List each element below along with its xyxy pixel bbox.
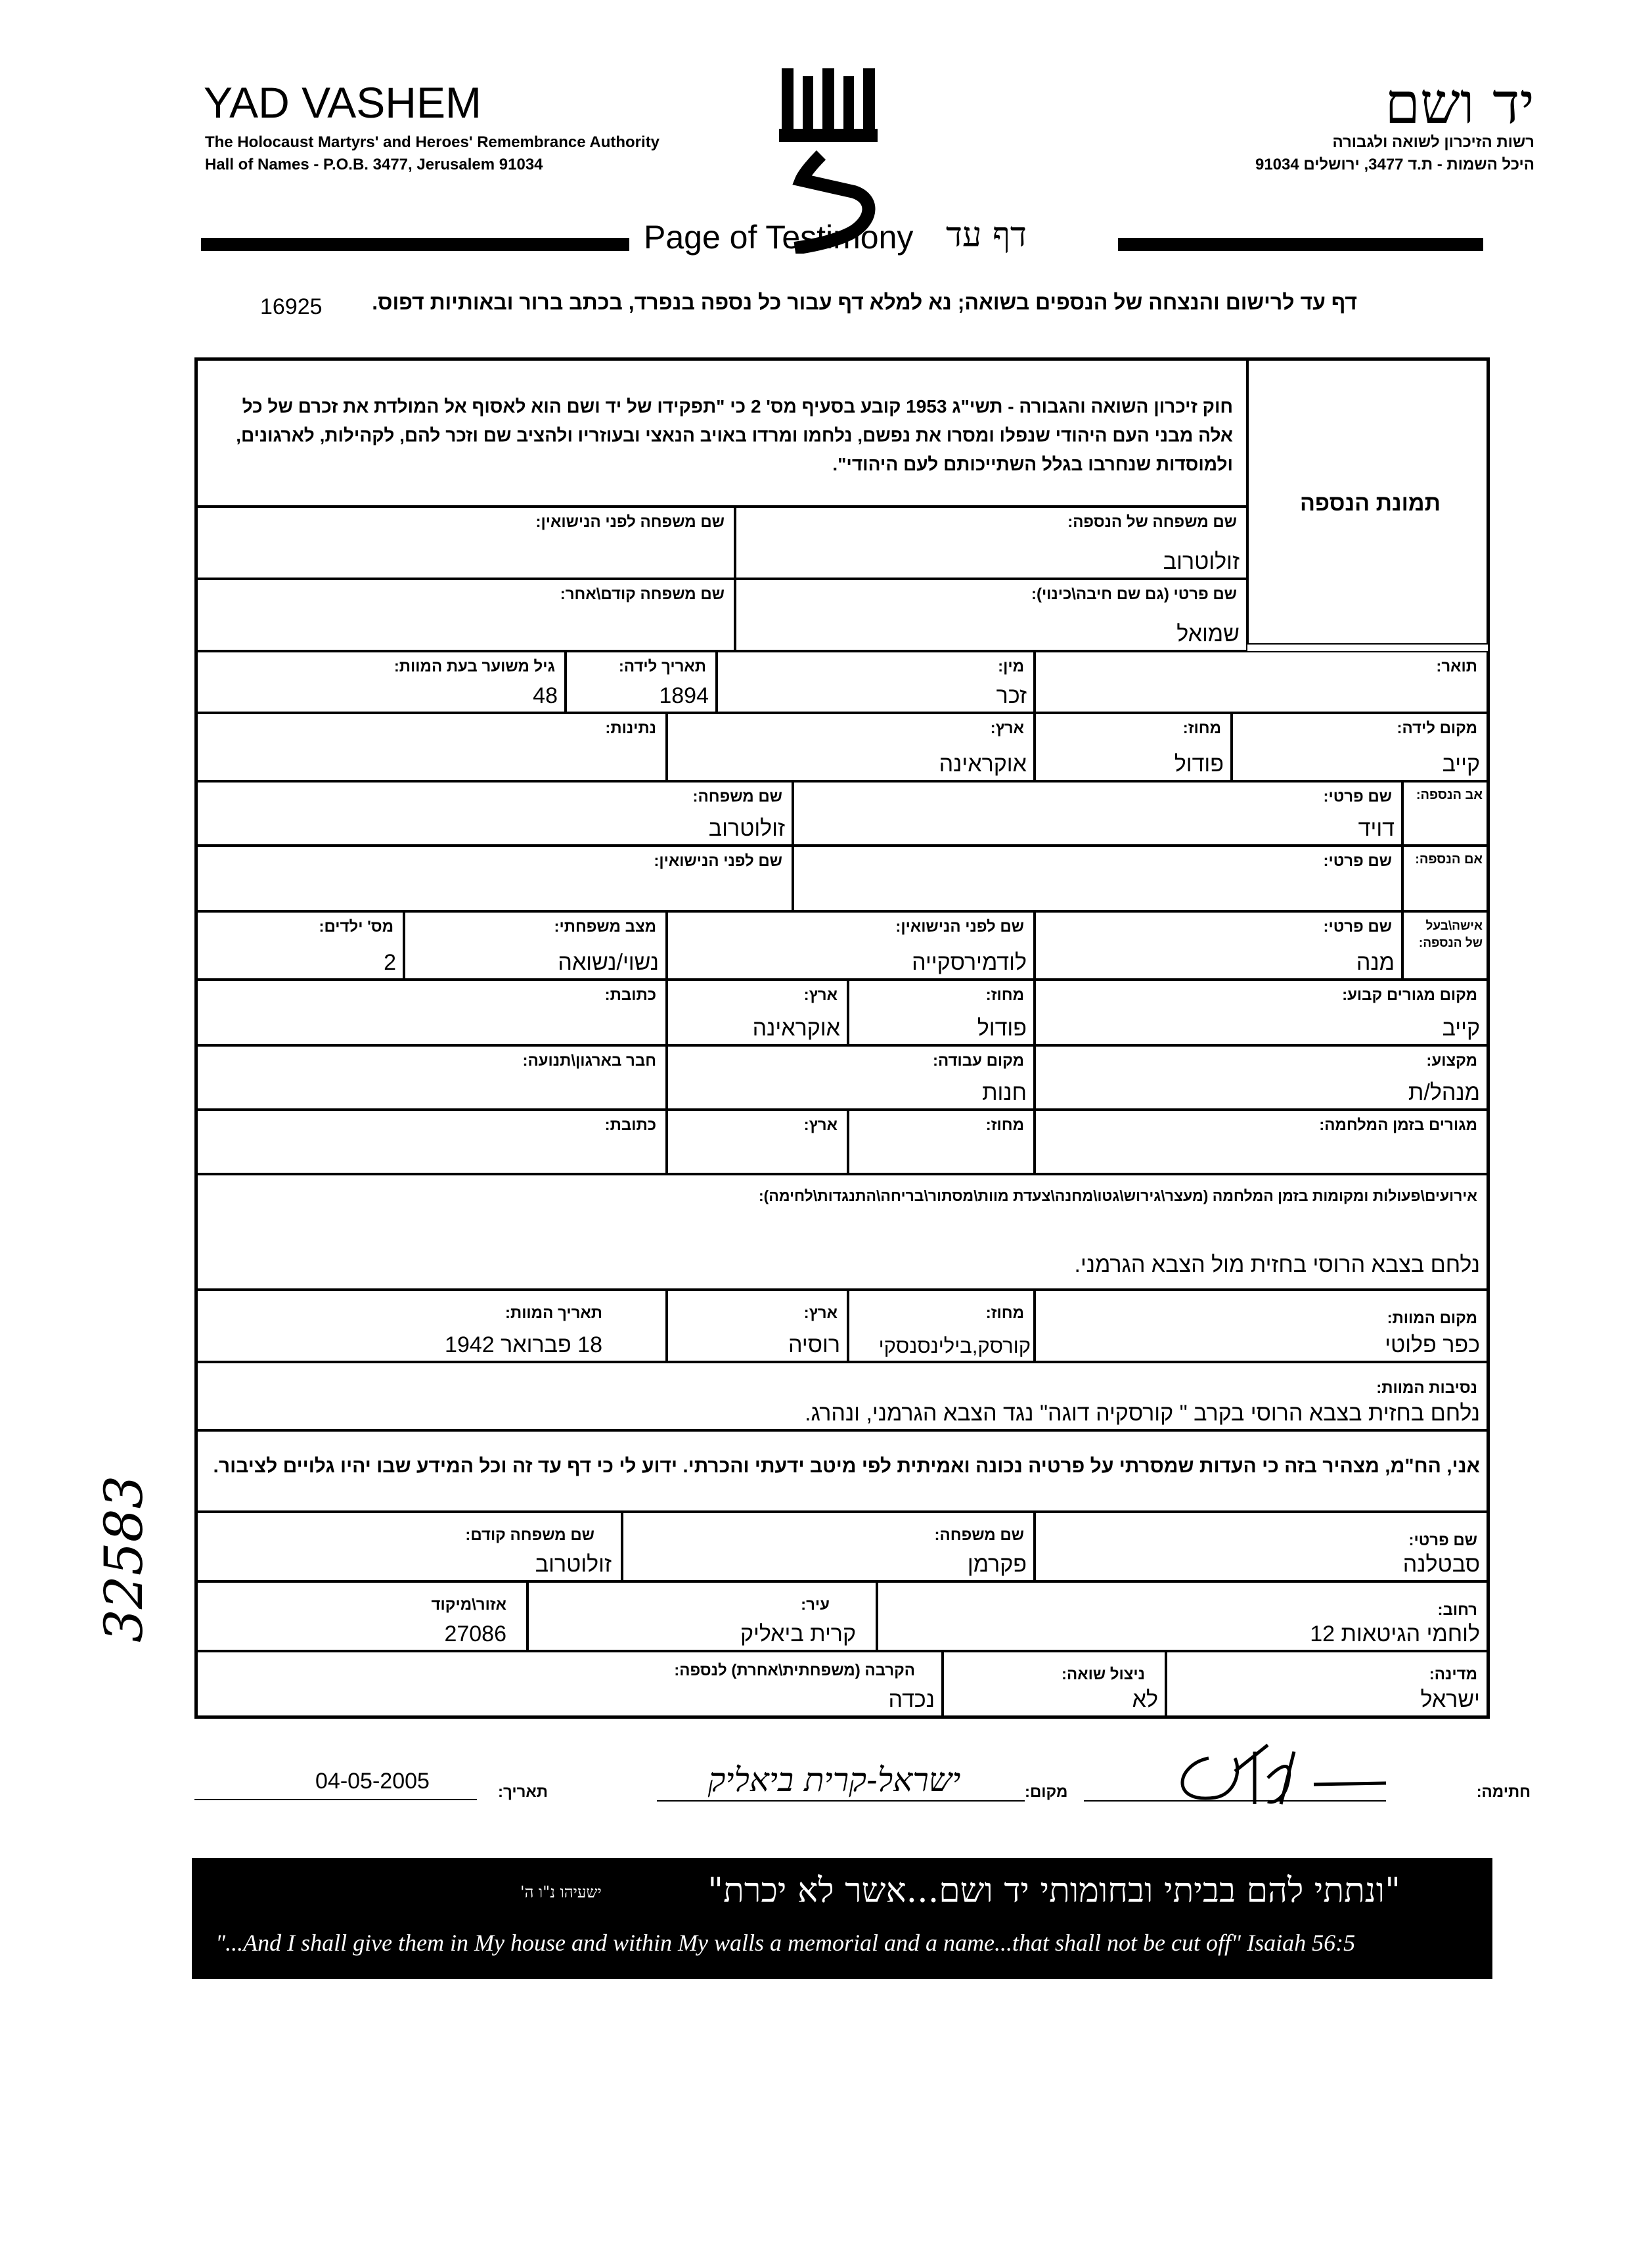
res-address-cell[interactable] bbox=[196, 980, 667, 1045]
title-label: תואר: bbox=[1436, 658, 1477, 675]
death-country-label: ארץ: bbox=[803, 1304, 838, 1322]
banner-hebrew-quote: "ונתתי להם בביתי ובחומותי יד ושם...אשר לא יכרת" bbox=[707, 1871, 1400, 1911]
profession-cell[interactable] bbox=[1035, 1045, 1488, 1110]
birth-country-cell[interactable] bbox=[667, 713, 1035, 781]
declaration-text: אני, הח"מ, מצהיר בזה כי העדות שמסרתי על פרטיה נכונה ואמיתית לפי מיטב ידעתי והכרתי. ידוע לי כי דף עד זה וכל המידע שבו יהיו גלויים לציבור. bbox=[213, 1455, 1480, 1477]
children-label: מס' ילדים: bbox=[319, 918, 393, 936]
gender-cell[interactable] bbox=[717, 651, 1035, 713]
street-label: רחוב: bbox=[1437, 1601, 1477, 1619]
org-member-cell[interactable] bbox=[196, 1045, 667, 1110]
profession-value: מנהל/ת bbox=[1408, 1080, 1480, 1105]
war-residence-label: מגורים בזמן המלחמה: bbox=[1319, 1116, 1477, 1134]
date-line[interactable] bbox=[194, 1799, 477, 1800]
marital-label: מצב משפחתי: bbox=[554, 918, 656, 936]
father-first-label: שם פרטי: bbox=[1323, 788, 1392, 805]
death-country-value: רוסיה bbox=[788, 1332, 840, 1357]
victim-surname-label: שם משפחה של הנספה: bbox=[1067, 513, 1237, 531]
spouse-maiden-value: לודמירסקייה bbox=[912, 950, 1027, 975]
birth-date-cell[interactable] bbox=[566, 651, 717, 713]
workplace-value: חנות bbox=[982, 1080, 1027, 1105]
children-cell[interactable] bbox=[196, 911, 404, 980]
spouse-first-cell[interactable] bbox=[1035, 911, 1402, 980]
victim-surname-value: זולוטרוב bbox=[1163, 549, 1240, 574]
birth-country-value: אוקראינה bbox=[939, 752, 1027, 777]
org-name-he: יד ושם bbox=[1385, 71, 1534, 137]
father-label: אב הנספה: bbox=[1416, 788, 1483, 802]
res-address-label: כתובת: bbox=[604, 986, 656, 1004]
father-first-cell[interactable] bbox=[793, 781, 1402, 846]
profession-label: מקצוע: bbox=[1426, 1052, 1477, 1070]
spouse-first-value: מנה bbox=[1356, 950, 1395, 975]
mother-maiden-cell[interactable] bbox=[196, 846, 793, 911]
relation-cell[interactable] bbox=[196, 1651, 943, 1717]
age-cell[interactable] bbox=[196, 651, 566, 713]
birth-region-cell[interactable] bbox=[1035, 713, 1232, 781]
war-country-label: ארץ: bbox=[803, 1116, 838, 1134]
events-label: אירועים\פעולות ומקומות בזמן המלחמה (מעצר\גירוש\גטו\מחנה\צעדת מוות\מסתור\בריחה\התנגדות\לחימה): bbox=[758, 1187, 1477, 1204]
place-value: ישראל-קרית ביאליק bbox=[707, 1761, 961, 1799]
gender-label: מין: bbox=[998, 658, 1024, 675]
instructions: דף עד לרישום והנצחה של הנספים בשואה; נא למלא דף עבור כל נספה בנפרד, בכתב ברור ובאותיות דפוס. bbox=[372, 290, 1357, 314]
father-surname-cell[interactable] bbox=[196, 781, 793, 846]
birth-place-label: מקום לידה: bbox=[1397, 719, 1477, 737]
banner-hebrew-citation: ישעיהו נ"ו ה' bbox=[520, 1883, 602, 1901]
relation-value: נכדה bbox=[888, 1687, 935, 1712]
birth-region-label: מחוז: bbox=[1182, 719, 1221, 737]
father-first-value: דויד bbox=[1358, 816, 1395, 841]
place-line[interactable] bbox=[657, 1800, 1025, 1802]
workplace-cell[interactable] bbox=[667, 1045, 1035, 1110]
sub-first-cell[interactable] bbox=[1035, 1512, 1488, 1581]
sub-prev-surname-value: זולוטרוב bbox=[535, 1552, 612, 1577]
mother-first-label: שם פרטי: bbox=[1323, 852, 1392, 870]
relation-label: הקרבה (משפחתית\אחרת) לנספה: bbox=[674, 1662, 915, 1679]
margin-handwritten-number: 32583 bbox=[93, 1475, 154, 1643]
mother-label: אם הנספה: bbox=[1415, 852, 1483, 867]
death-place-cell[interactable] bbox=[1035, 1290, 1488, 1362]
spouse-maiden-label: שם לפני הנישואין: bbox=[895, 918, 1024, 936]
org-sub-he-line2: היכל השמות - ת.ד 3477, ירושלים 91034 bbox=[1255, 156, 1534, 173]
spouse-first-label: שם פרטי: bbox=[1323, 918, 1392, 936]
gender-value: זכר bbox=[996, 683, 1027, 708]
photo-label: תמונת הנספה bbox=[1299, 491, 1441, 516]
mother-first-cell[interactable] bbox=[793, 846, 1402, 911]
declaration-cell bbox=[196, 1430, 1488, 1512]
maiden-name-cell[interactable] bbox=[196, 507, 735, 579]
sub-surname-cell[interactable] bbox=[622, 1512, 1035, 1581]
org-sub-en-line2: Hall of Names - P.O.B. 3477, Jerusalem 91034 bbox=[205, 156, 543, 173]
title-bar-right bbox=[1118, 238, 1483, 251]
sign-label: חתימה: bbox=[1476, 1783, 1531, 1801]
date-value: 04-05-2005 bbox=[315, 1769, 430, 1794]
spouse-cell bbox=[1402, 911, 1488, 980]
death-region-label: מחוז: bbox=[985, 1304, 1024, 1322]
banner-english-quote: "...And I shall give them in My house and within My walls a memorial and a name...that shall not be cut off" Isaiah 56:5 bbox=[215, 1930, 1356, 1956]
prev-surname-label: שם משפחה קודם\אחר: bbox=[560, 585, 725, 603]
death-date-cell[interactable] bbox=[196, 1290, 667, 1362]
org-sub-he bbox=[1255, 131, 1534, 176]
father-surname-value: זולוטרוב bbox=[708, 816, 785, 841]
death-circ-label: נסיבות המוות: bbox=[1376, 1379, 1477, 1397]
res-region-value: פודול bbox=[977, 1016, 1027, 1041]
residence-value: קייב bbox=[1442, 1016, 1480, 1041]
testimony-form bbox=[194, 357, 1490, 1719]
residence-cell[interactable] bbox=[1035, 980, 1488, 1045]
sub-surname-value: פקרמן bbox=[967, 1552, 1027, 1577]
death-place-value: כפר פלוטי bbox=[1385, 1332, 1480, 1357]
death-place-label: מקום המוות: bbox=[1387, 1309, 1477, 1327]
citizenship-cell[interactable] bbox=[196, 713, 667, 781]
victim-surname-cell[interactable] bbox=[735, 507, 1247, 579]
birth-place-cell[interactable] bbox=[1232, 713, 1488, 781]
birth-region-value: פודול bbox=[1174, 752, 1224, 777]
war-country-cell[interactable] bbox=[667, 1110, 848, 1174]
spouse-label: אישה\בעל של הנספה: bbox=[1418, 919, 1483, 950]
country-value: ישראל bbox=[1420, 1687, 1480, 1712]
res-country-value: אוקראינה bbox=[752, 1016, 840, 1041]
war-address-label: כתובת: bbox=[604, 1116, 656, 1134]
street-value: לוחמי הגיטאות 12 bbox=[1310, 1622, 1480, 1646]
sub-prev-surname-cell[interactable] bbox=[196, 1512, 622, 1581]
death-region-value: קורסק,בילינסנסקי bbox=[878, 1334, 1031, 1357]
country-cell[interactable] bbox=[1166, 1651, 1488, 1717]
date-label: תאריך: bbox=[498, 1783, 548, 1801]
war-region-label: מחוז: bbox=[985, 1116, 1024, 1134]
death-date-value: 18 פברואר 1942 bbox=[445, 1332, 602, 1357]
title-en: Page of Testimony bbox=[644, 219, 914, 256]
mother-cell bbox=[1402, 846, 1488, 911]
country-label: מדינה: bbox=[1429, 1666, 1477, 1683]
events-cell[interactable] bbox=[196, 1174, 1488, 1290]
citizenship-label: נתינות: bbox=[605, 719, 656, 737]
death-circ-cell[interactable] bbox=[196, 1362, 1488, 1430]
zip-label: אזור\מיקוד bbox=[431, 1596, 506, 1614]
workplace-label: מקום עבודה: bbox=[933, 1052, 1024, 1070]
law-text-cell bbox=[196, 359, 1247, 507]
document-number: 16925 bbox=[260, 294, 323, 319]
res-region-label: מחוז: bbox=[985, 986, 1024, 1004]
war-region-cell[interactable] bbox=[848, 1110, 1035, 1174]
survivor-value: לא bbox=[1132, 1687, 1158, 1712]
father-surname-label: שם משפחה: bbox=[692, 788, 782, 805]
place-label: מקום: bbox=[1025, 1783, 1068, 1801]
birth-date-label: תאריך לידה: bbox=[618, 658, 706, 675]
birth-date-value: 1894 bbox=[659, 683, 709, 708]
first-name-cell[interactable] bbox=[735, 579, 1247, 651]
father-cell bbox=[1402, 781, 1488, 846]
handwritten-signature-icon bbox=[1163, 1732, 1399, 1817]
residence-label: מקום מגורים קבוע: bbox=[1342, 986, 1477, 1004]
title-cell[interactable] bbox=[1035, 651, 1488, 713]
death-country-cell[interactable] bbox=[667, 1290, 848, 1362]
title-bar-left bbox=[201, 238, 629, 251]
photo-box[interactable] bbox=[1247, 359, 1488, 645]
prev-surname-cell[interactable] bbox=[196, 579, 735, 651]
first-name-value: שמואל bbox=[1176, 622, 1240, 646]
events-value: נלחם בצבא הרוסי בחזית מול הצבא הגרמני. bbox=[1074, 1252, 1480, 1277]
org-member-label: חבר בארגון\תנועה: bbox=[522, 1052, 656, 1070]
survivor-label: ניצול שואה: bbox=[1062, 1666, 1145, 1683]
war-address-cell[interactable] bbox=[196, 1110, 667, 1174]
org-sub-en bbox=[205, 131, 660, 176]
city-cell[interactable] bbox=[527, 1581, 877, 1651]
war-residence-cell[interactable] bbox=[1035, 1110, 1488, 1174]
res-region-cell[interactable] bbox=[848, 980, 1035, 1045]
death-date-label: תאריך המוות: bbox=[504, 1304, 602, 1322]
city-label: עיר: bbox=[801, 1596, 830, 1614]
age-label: גיל משוער בעת המוות: bbox=[393, 658, 555, 675]
org-sub-he-line1: רשות הזיכרון לשואה ולגבורה bbox=[1332, 133, 1534, 151]
title-he: דף עד bbox=[946, 215, 1027, 255]
age-value: 48 bbox=[533, 683, 558, 708]
mother-maiden-label: שם לפני הנישואין: bbox=[654, 852, 782, 870]
res-country-cell[interactable] bbox=[667, 980, 848, 1045]
org-sub-en-line1: The Holocaust Martyrs' and Heroes' Remembrance Authority bbox=[205, 133, 660, 151]
city-value: קרית ביאליק bbox=[740, 1622, 856, 1646]
footer-banner bbox=[192, 1858, 1492, 1979]
zip-value: 27086 bbox=[444, 1622, 506, 1646]
birth-place-value: קייב bbox=[1442, 752, 1480, 777]
children-value: 2 bbox=[384, 950, 396, 975]
birth-country-label: ארץ: bbox=[990, 719, 1024, 737]
org-name-en: YAD VASHEM bbox=[204, 78, 481, 127]
sub-surname-label: שם משפחה: bbox=[934, 1526, 1024, 1544]
law-text: חוק זיכרון השואה והגבורה - תשי"ג 1953 קובע בסעיף מס' 2 כי "תפקידו של יד ושם הוא לאסוף אל המולדת את זכרם של כל אלה מבני העם היהודי שנפלו ומסרו את נפשם, נלחמו ומרדו באויב הנאצי ובעוזריו ולהציב שם וזכר להם, לקהילות, לארגונים, ולמוסדות שנחרבו בגלל השתייכותם לעם היהודי". bbox=[236, 396, 1233, 474]
sub-first-label: שם פרטי: bbox=[1408, 1531, 1477, 1549]
sub-prev-surname-label: שם משפחה קודם: bbox=[465, 1526, 594, 1544]
street-cell[interactable] bbox=[877, 1581, 1488, 1651]
maiden-name-label: שם משפחה לפני הנישואין: bbox=[535, 513, 725, 531]
first-name-label: שם פרטי (גם שם חיבה\כינוי): bbox=[1031, 585, 1237, 603]
spouse-maiden-cell[interactable] bbox=[667, 911, 1035, 980]
marital-cell[interactable] bbox=[404, 911, 667, 980]
zip-cell[interactable] bbox=[196, 1581, 527, 1651]
marital-value: נשוי/נשואה bbox=[558, 950, 659, 975]
survivor-cell[interactable] bbox=[943, 1651, 1166, 1717]
res-country-label: ארץ: bbox=[803, 986, 838, 1004]
death-circ-value: נלחם בחזית בצבא הרוסי בקרב " קורסקיה דוגה" נגד הצבא הגרמני, ונהרג. bbox=[805, 1401, 1480, 1426]
sub-first-value: סבטלנה bbox=[1402, 1552, 1480, 1577]
death-region-cell[interactable] bbox=[848, 1290, 1035, 1362]
